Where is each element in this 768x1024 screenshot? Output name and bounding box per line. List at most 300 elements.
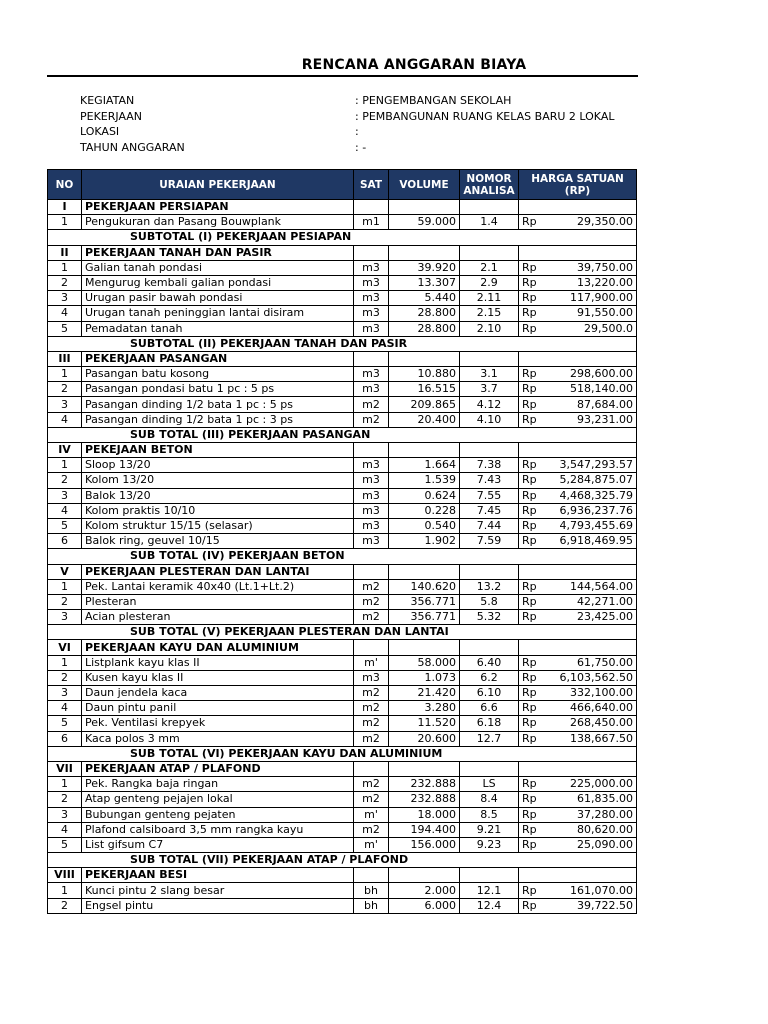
row-harga: 518,140.00 (546, 382, 637, 397)
row-no: 1 (48, 777, 82, 792)
page-title: RENCANA ANGGARAN BIAYA (301, 57, 527, 73)
row-analisa: 5.8 (460, 594, 519, 609)
row-no: 1 (48, 579, 82, 594)
row-uraian: Atap genteng pejajen lokal (82, 792, 354, 807)
row-harga: 332,100.00 (546, 686, 637, 701)
row-harga: 117,900.00 (546, 291, 637, 306)
row-harga: 87,684.00 (546, 397, 637, 412)
row-sat: m3 (354, 367, 389, 382)
row-sat (354, 868, 389, 883)
row-uraian: Pek. Ventilasi krepyek (82, 716, 354, 731)
row-analisa (460, 564, 519, 579)
row-analisa: 8.4 (460, 792, 519, 807)
item-row (48, 306, 637, 321)
row-uraian: PEKERJAAN KAYU DAN ALUMINIUM (82, 640, 354, 655)
item-row (48, 777, 637, 792)
row-no: 4 (48, 306, 82, 321)
row-no: 3 (48, 807, 82, 822)
item-row (48, 275, 637, 290)
row-analisa: 7.38 (460, 458, 519, 473)
row-uraian: Plafond calsiboard 3,5 mm rangka kayu (82, 822, 354, 837)
row-currency: Rp (519, 777, 546, 792)
row-currency: Rp (519, 306, 546, 321)
row-currency: Rp (519, 792, 546, 807)
item-row (48, 807, 637, 822)
row-analisa: 6.6 (460, 701, 519, 716)
row-analisa (460, 868, 519, 883)
row-currency: Rp (519, 321, 546, 336)
item-row (48, 837, 637, 852)
row-analisa: 8.5 (460, 807, 519, 822)
row-sat: m3 (354, 458, 389, 473)
row-uraian: Pemadatan tanah (82, 321, 354, 336)
row-uraian: Listplank kayu klas II (82, 655, 354, 670)
row-sat: m2 (354, 686, 389, 701)
row-harga: 29,500.0 (546, 321, 637, 336)
header-no: NO (48, 170, 82, 200)
row-no: 1 (48, 367, 82, 382)
section-row (48, 564, 637, 579)
row-harga: 5,284,875.07 (546, 473, 637, 488)
row-harga (519, 443, 637, 458)
row-analisa: 6.18 (460, 716, 519, 731)
row-sat: m2 (354, 716, 389, 731)
row-harga (519, 564, 637, 579)
row-sat: m' (354, 837, 389, 852)
info-row-lokasi (80, 124, 680, 140)
row-no: 3 (48, 291, 82, 306)
row-volume: 1.664 (389, 458, 460, 473)
item-row (48, 898, 637, 913)
row-volume: 21.420 (389, 686, 460, 701)
info-label: TAHUN ANGGARAN (80, 140, 185, 154)
item-row (48, 503, 637, 518)
row-uraian: Pasangan dinding 1/2 bata 1 pc : 3 ps (82, 412, 354, 427)
row-harga: 6,103,562.50 (546, 670, 637, 685)
row-currency: Rp (519, 731, 546, 746)
header-harga-satuan: HARGA SATUAN (RP) (519, 170, 637, 200)
row-uraian: Plesteran (82, 594, 354, 609)
row-currency: Rp (519, 807, 546, 822)
row-analisa: 2.15 (460, 306, 519, 321)
row-volume: 59.000 (389, 215, 460, 230)
row-uraian: Acian plesteran (82, 610, 354, 625)
row-currency: Rp (519, 716, 546, 731)
row-sat: m2 (354, 594, 389, 609)
row-harga: 93,231.00 (546, 412, 637, 427)
row-volume (389, 761, 460, 776)
row-no: 4 (48, 503, 82, 518)
row-volume (389, 443, 460, 458)
row-sat: m3 (354, 275, 389, 290)
row-harga: 13,220.00 (546, 275, 637, 290)
item-row (48, 260, 637, 275)
header-sat: SAT (354, 170, 389, 200)
row-no: 3 (48, 488, 82, 503)
row-uraian: PEKERJAAN PERSIAPAN (82, 200, 354, 215)
row-no: III (48, 351, 82, 366)
row-analisa: 4.12 (460, 397, 519, 412)
row-volume: 356.771 (389, 610, 460, 625)
row-sat (354, 245, 389, 260)
row-currency: Rp (519, 488, 546, 503)
row-volume: 156.000 (389, 837, 460, 852)
item-row (48, 594, 637, 609)
subtotal-label: SUB TOTAL (VII) PEKERJAAN ATAP / PLAFOND (48, 853, 637, 868)
row-harga: 6,918,469.95 (546, 534, 637, 549)
item-row (48, 458, 637, 473)
row-harga: 3,547,293.57 (546, 458, 637, 473)
row-currency: Rp (519, 898, 546, 913)
row-sat: m3 (354, 488, 389, 503)
row-no: 2 (48, 792, 82, 807)
row-no: 3 (48, 686, 82, 701)
row-volume: 1.902 (389, 534, 460, 549)
row-no: 5 (48, 518, 82, 533)
row-volume: 11.520 (389, 716, 460, 731)
subtotal-label: SUB TOTAL (VI) PEKERJAAN KAYU DAN ALUMINIUM (48, 746, 637, 761)
row-uraian: Kusen kayu klas II (82, 670, 354, 685)
row-analisa: 6.10 (460, 686, 519, 701)
subtotal-row (48, 336, 637, 351)
row-sat: m3 (354, 306, 389, 321)
info-label: KEGIATAN (80, 94, 135, 107)
row-no: 5 (48, 321, 82, 336)
info-row-kegiatan (80, 93, 680, 109)
row-volume: 0.228 (389, 503, 460, 518)
row-analisa: 7.59 (460, 534, 519, 549)
row-uraian: Kunci pintu 2 slang besar (82, 883, 354, 898)
info-value: : (355, 125, 359, 138)
title-underline (47, 75, 638, 77)
row-no: II (48, 245, 82, 260)
row-currency: Rp (519, 275, 546, 290)
item-row (48, 701, 637, 716)
subtotal-label: SUB TOTAL (III) PEKERJAAN PASANGAN (48, 427, 637, 442)
row-harga: 37,280.00 (546, 807, 637, 822)
subtotal-row (48, 549, 637, 564)
row-uraian: Kaca polos 3 mm (82, 731, 354, 746)
item-row (48, 412, 637, 427)
row-analisa: 12.4 (460, 898, 519, 913)
row-currency: Rp (519, 291, 546, 306)
row-no: 1 (48, 883, 82, 898)
row-harga: 161,070.00 (546, 883, 637, 898)
subtotal-label: SUB TOTAL (V) PEKERJAAN PLESTERAN DAN LANTAI (48, 625, 637, 640)
row-harga: 138,667.50 (546, 731, 637, 746)
row-volume (389, 351, 460, 366)
row-harga: 39,750.00 (546, 260, 637, 275)
row-no: 2 (48, 670, 82, 685)
subtotal-row (48, 853, 637, 868)
row-volume: 20.600 (389, 731, 460, 746)
row-harga (519, 868, 637, 883)
row-uraian: Galian tanah pondasi (82, 260, 354, 275)
row-analisa: 12.7 (460, 731, 519, 746)
row-no: 2 (48, 275, 82, 290)
row-uraian: PEKERJAAN ATAP / PLAFOND (82, 761, 354, 776)
row-harga (519, 200, 637, 215)
row-uraian: Engsel pintu (82, 898, 354, 913)
row-harga: 4,468,325.79 (546, 488, 637, 503)
row-harga: 42,271.00 (546, 594, 637, 609)
row-sat (354, 443, 389, 458)
row-sat (354, 200, 389, 215)
row-sat: m3 (354, 473, 389, 488)
row-sat: m2 (354, 412, 389, 427)
row-analisa: 2.11 (460, 291, 519, 306)
info-value: : PEMBANGUNAN RUANG KELAS BARU 2 LOKAL (355, 109, 615, 123)
item-row (48, 686, 637, 701)
row-currency: Rp (519, 610, 546, 625)
row-volume: 194.400 (389, 822, 460, 837)
item-row (48, 731, 637, 746)
row-harga: 29,350.00 (546, 215, 637, 230)
row-harga (519, 245, 637, 260)
row-analisa: 7.43 (460, 473, 519, 488)
row-analisa: LS (460, 777, 519, 792)
row-volume: 16.515 (389, 382, 460, 397)
row-analisa (460, 443, 519, 458)
row-volume: 6.000 (389, 898, 460, 913)
info-label: PEKERJAAN (80, 109, 143, 123)
info-row-tahun-anggaran (80, 140, 680, 156)
row-sat: bh (354, 898, 389, 913)
item-row (48, 822, 637, 837)
item-row (48, 716, 637, 731)
row-currency: Rp (519, 670, 546, 685)
info-row-pekerjaan (80, 109, 680, 125)
row-analisa: 3.1 (460, 367, 519, 382)
row-currency: Rp (519, 534, 546, 549)
row-uraian: Urugan tanah peninggian lantai disiram (82, 306, 354, 321)
row-uraian: Kolom praktis 10/10 (82, 503, 354, 518)
row-harga: 298,600.00 (546, 367, 637, 382)
section-row (48, 761, 637, 776)
row-no: 1 (48, 215, 82, 230)
row-harga: 268,450.00 (546, 716, 637, 731)
header-nomor-analisa: NOMOR ANALISA (460, 170, 519, 200)
row-sat: m3 (354, 260, 389, 275)
row-sat: m3 (354, 291, 389, 306)
row-sat: m2 (354, 731, 389, 746)
row-analisa (460, 351, 519, 366)
row-uraian: Pasangan batu kosong (82, 367, 354, 382)
row-currency: Rp (519, 822, 546, 837)
row-currency: Rp (519, 260, 546, 275)
section-row (48, 351, 637, 366)
row-analisa: 4.10 (460, 412, 519, 427)
row-volume: 28.800 (389, 306, 460, 321)
item-row (48, 670, 637, 685)
row-harga: 466,640.00 (546, 701, 637, 716)
row-uraian: PEKERJAAN PASANGAN (82, 351, 354, 366)
row-analisa (460, 761, 519, 776)
row-uraian: PEKERJAAN TANAH DAN PASIR (82, 245, 354, 260)
row-sat: m2 (354, 701, 389, 716)
row-no: 2 (48, 473, 82, 488)
row-uraian: List gifsum C7 (82, 837, 354, 852)
row-harga: 23,425.00 (546, 610, 637, 625)
row-no: 3 (48, 397, 82, 412)
row-sat: m1 (354, 215, 389, 230)
row-no: 1 (48, 260, 82, 275)
item-row (48, 518, 637, 533)
row-uraian: Mengurug kembali galian pondasi (82, 275, 354, 290)
row-currency: Rp (519, 655, 546, 670)
row-sat: m3 (354, 321, 389, 336)
row-sat: m2 (354, 579, 389, 594)
row-analisa: 7.45 (460, 503, 519, 518)
item-row (48, 215, 637, 230)
row-volume: 20.400 (389, 412, 460, 427)
row-volume: 1.539 (389, 473, 460, 488)
subtotal-label: SUBTOTAL (II) PEKERJAAN TANAH DAN PASIR (48, 336, 637, 351)
row-currency: Rp (519, 473, 546, 488)
row-sat: m2 (354, 792, 389, 807)
section-row (48, 868, 637, 883)
row-currency: Rp (519, 397, 546, 412)
row-uraian: Balok ring, geuvel 10/15 (82, 534, 354, 549)
row-analisa: 9.23 (460, 837, 519, 852)
row-harga: 61,835.00 (546, 792, 637, 807)
row-currency: Rp (519, 883, 546, 898)
row-uraian: Pasangan pondasi batu 1 pc : 5 ps (82, 382, 354, 397)
row-no: 2 (48, 594, 82, 609)
row-uraian: PEKERJAAN BESI (82, 868, 354, 883)
header-uraian: URAIAN PEKERJAAN (82, 170, 354, 200)
row-volume: 140.620 (389, 579, 460, 594)
row-uraian: PEKERJAAN PLESTERAN DAN LANTAI (82, 564, 354, 579)
item-row (48, 534, 637, 549)
table-body (48, 200, 637, 914)
row-analisa: 7.44 (460, 518, 519, 533)
row-volume (389, 640, 460, 655)
row-uraian: Pek. Rangka baja ringan (82, 777, 354, 792)
row-volume: 28.800 (389, 321, 460, 336)
row-currency: Rp (519, 837, 546, 852)
row-currency: Rp (519, 594, 546, 609)
row-no: 3 (48, 610, 82, 625)
row-uraian: Daun jendela kaca (82, 686, 354, 701)
row-currency: Rp (519, 701, 546, 716)
row-harga: 144,564.00 (546, 579, 637, 594)
row-sat: m3 (354, 534, 389, 549)
row-volume: 5.440 (389, 291, 460, 306)
row-sat: m' (354, 655, 389, 670)
row-volume: 13.307 (389, 275, 460, 290)
row-no: 4 (48, 412, 82, 427)
row-volume: 3.280 (389, 701, 460, 716)
section-row (48, 443, 637, 458)
item-row (48, 367, 637, 382)
row-harga: 91,550.00 (546, 306, 637, 321)
row-volume: 1.073 (389, 670, 460, 685)
item-row (48, 291, 637, 306)
row-sat: m3 (354, 518, 389, 533)
item-row (48, 579, 637, 594)
row-uraian: Urugan pasir bawah pondasi (82, 291, 354, 306)
section-row (48, 245, 637, 260)
row-volume (389, 564, 460, 579)
row-uraian: PEKEJAAN BETON (82, 443, 354, 458)
row-volume: 58.000 (389, 655, 460, 670)
project-info (80, 93, 680, 155)
subtotal-row (48, 746, 637, 761)
row-uraian: Kolom struktur 15/15 (selasar) (82, 518, 354, 533)
row-volume: 18.000 (389, 807, 460, 822)
subtotal-row (48, 427, 637, 442)
row-no: V (48, 564, 82, 579)
item-row (48, 655, 637, 670)
section-row (48, 640, 637, 655)
row-analisa: 13.2 (460, 579, 519, 594)
row-uraian: Balok 13/20 (82, 488, 354, 503)
row-no: 2 (48, 382, 82, 397)
row-currency: Rp (519, 367, 546, 382)
row-sat: m' (354, 807, 389, 822)
row-sat: m3 (354, 382, 389, 397)
row-no: 6 (48, 534, 82, 549)
row-volume: 232.888 (389, 777, 460, 792)
row-no: 5 (48, 837, 82, 852)
row-sat: m2 (354, 777, 389, 792)
row-volume: 39.920 (389, 260, 460, 275)
row-currency: Rp (519, 382, 546, 397)
row-sat: m3 (354, 670, 389, 685)
row-no: 4 (48, 701, 82, 716)
row-sat: m3 (354, 503, 389, 518)
row-sat: m2 (354, 610, 389, 625)
row-harga: 6,936,237.76 (546, 503, 637, 518)
row-harga (519, 761, 637, 776)
item-row (48, 883, 637, 898)
row-currency: Rp (519, 458, 546, 473)
item-row (48, 397, 637, 412)
item-row (48, 488, 637, 503)
row-sat (354, 564, 389, 579)
row-uraian: Pek. Lantai keramik 40x40 (Lt.1+Lt.2) (82, 579, 354, 594)
row-uraian: Daun pintu panil (82, 701, 354, 716)
row-analisa: 9.21 (460, 822, 519, 837)
row-analisa (460, 245, 519, 260)
row-uraian: Kolom 13/20 (82, 473, 354, 488)
row-harga (519, 351, 637, 366)
row-currency: Rp (519, 686, 546, 701)
item-row (48, 382, 637, 397)
row-uraian: Sloop 13/20 (82, 458, 354, 473)
row-sat (354, 640, 389, 655)
row-no: 1 (48, 458, 82, 473)
budget-table (47, 169, 637, 914)
info-value: : - (355, 140, 367, 154)
row-sat (354, 761, 389, 776)
row-sat: m2 (354, 822, 389, 837)
row-no: VIII (48, 868, 82, 883)
row-harga (519, 640, 637, 655)
row-volume: 209.865 (389, 397, 460, 412)
row-harga: 61,750.00 (546, 655, 637, 670)
row-volume: 232.888 (389, 792, 460, 807)
item-row (48, 321, 637, 336)
info-value: : PENGEMBANGAN SEKOLAH (355, 94, 512, 107)
row-analisa: 3.7 (460, 382, 519, 397)
row-analisa: 7.55 (460, 488, 519, 503)
row-currency: Rp (519, 579, 546, 594)
row-harga: 4,793,455.69 (546, 518, 637, 533)
item-row (48, 473, 637, 488)
row-analisa: 2.9 (460, 275, 519, 290)
